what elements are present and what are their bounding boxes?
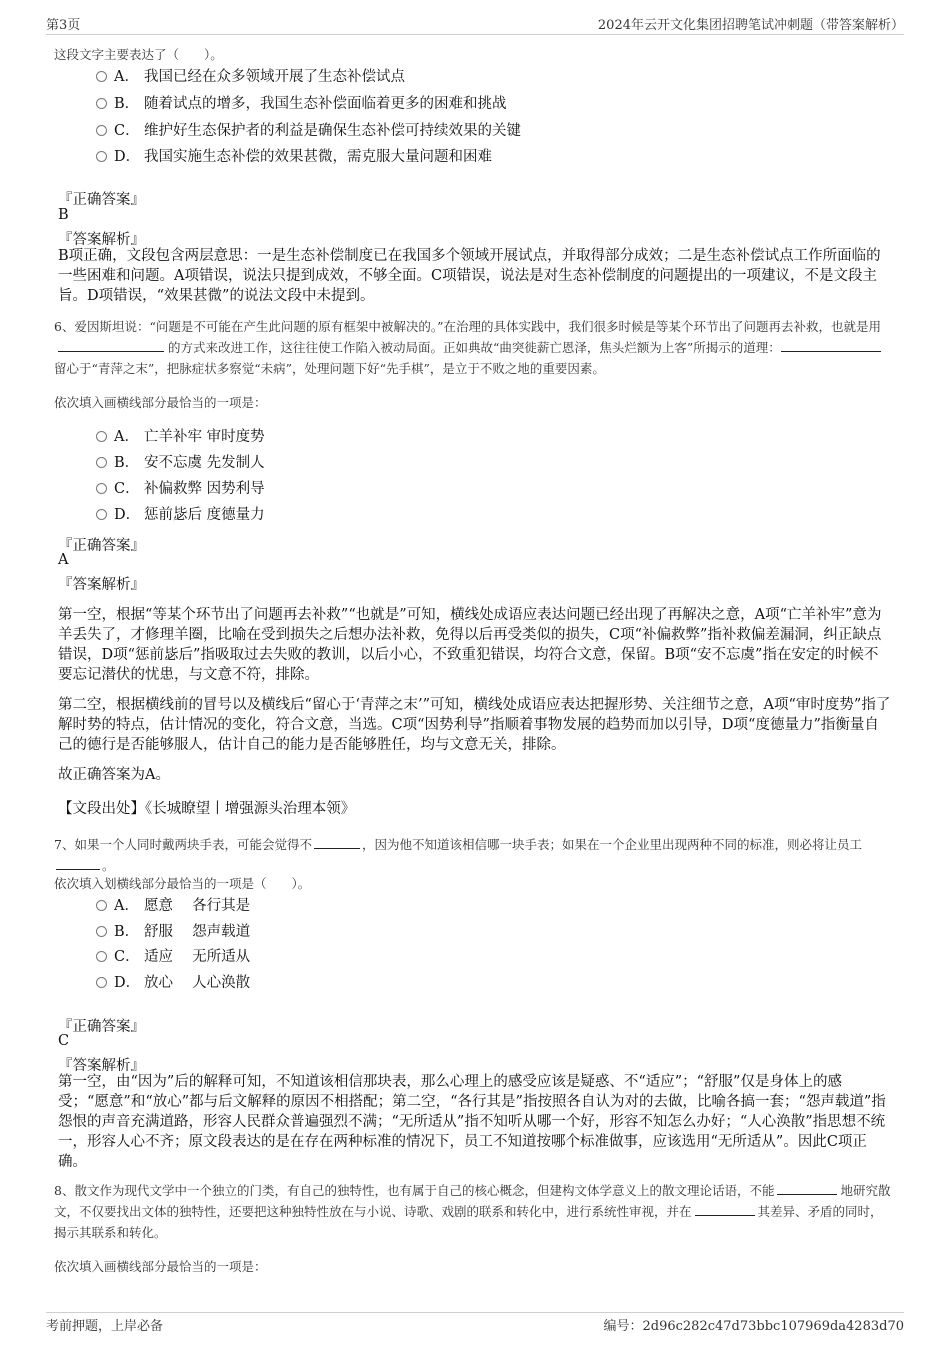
q6-source: 【文段出处】《长城瞭望丨增强源头治理本领》 bbox=[58, 801, 356, 817]
q6-stem: 6、爱因斯坦说：“问题是不可能在产生此问题的原有框架中被解决的。”在治理的具体实践中，我们很多时候是等某个环节出了问题再去补救，也就是用的方式来改进工作，这往往使工作陷入被动局面。正如典故“曲突徙薪亡恩泽，焦头烂额为上客”所揭示的道理：留心于“青萍之末”，把脉症状多察觉“未病”，处理问题下好“先手棋”，是立于不败之地的重要因素。 bbox=[54, 319, 881, 376]
q6-answer-label: 『正确答案』 bbox=[58, 538, 145, 554]
q7-option-c[interactable]: C． 适应 无所适从 bbox=[96, 946, 250, 968]
q5-stem: 这段文字主要表达了（ ）。 bbox=[54, 47, 223, 62]
q7-answer: C bbox=[58, 1033, 70, 1049]
q7-analysis: 第一空，由“因为”后的解释可知，不知道该相信那块表，那么心理上的感受应该是疑惑、不“适应”；“舒服”仅是身体上的感受；“愿意”和“放心”都与后文解释的原因不相搭配；第二空，“各行其是”指按照各自认为对的去做，比喻各搞一套；“怨声载道”指怨恨的声音充满道路，形容人民群众普遍强烈不满；“无所适从”指不知听从哪一个好，形容不知怎么办好；“人心涣散”指思想不统一，形容人心不齐；原文段表达的是在存在两种标准的情况下，员工不知道按哪个标准做事，应该选用“无所适从”。因此C项正确。 bbox=[58, 1074, 886, 1170]
q8-prompt: 依次填入画横线部分最恰当的一项是： bbox=[54, 1259, 267, 1274]
radio-icon[interactable] bbox=[96, 71, 107, 82]
fill-blank bbox=[58, 339, 164, 352]
document-title: 2024年云开文化集团招聘笔试冲刺题（带答案解析） bbox=[597, 18, 904, 33]
radio-icon[interactable] bbox=[96, 900, 107, 911]
radio-icon[interactable] bbox=[96, 951, 107, 962]
q6-answer: A bbox=[58, 552, 69, 568]
radio-icon[interactable] bbox=[96, 926, 107, 937]
fill-blank bbox=[314, 836, 360, 849]
q6-analysis-paragraph-2: 第二空，根据横线前的冒号以及横线后“留心于‘青萍之末’”可知，横线处成语应表达把握形势、关注细节之意，A项“审时度势”指了解时势的特点，估计情况的变化，符合文意，当选。C项“因势利导”指顺着事物发展的趋势而加以引导，D项“度德量力”指衡量自己的德行是否能够服人，估计自己的能力是否能够胜任，均与文意无关，排除。 bbox=[58, 697, 891, 753]
q6-option-c[interactable]: C． 补偏救弊 因势利导 bbox=[96, 478, 265, 500]
fill-blank bbox=[777, 1182, 837, 1195]
document-code: 编号：2d96c282c47d73bbc107969da4283d70 bbox=[603, 1319, 904, 1334]
q6-option-b[interactable]: B． 安不忘虞 先发制人 bbox=[96, 452, 265, 474]
q5-answer-label: 『正确答案』 bbox=[58, 192, 145, 208]
q7-option-b[interactable]: B． 舒服 怨声载道 bbox=[96, 921, 250, 943]
q7-answer-label: 『正确答案』 bbox=[58, 1019, 145, 1035]
q5-analysis-label: 『答案解析』 bbox=[58, 232, 145, 248]
radio-icon[interactable] bbox=[96, 98, 107, 109]
page-footer bbox=[46, 1312, 904, 1334]
q5-answer: B bbox=[58, 207, 69, 223]
radio-icon[interactable] bbox=[96, 457, 107, 468]
fill-blank bbox=[695, 1203, 755, 1216]
q6-prompt: 依次填入画横线部分最恰当的一项是： bbox=[54, 395, 267, 410]
q5-option-a[interactable]: A． 我国已经在众多领域开展了生态补偿试点 bbox=[96, 66, 405, 88]
radio-icon[interactable] bbox=[96, 151, 107, 162]
radio-icon[interactable] bbox=[96, 977, 107, 988]
page-header bbox=[46, 12, 904, 35]
q6-option-a[interactable]: A． 亡羊补牢 审时度势 bbox=[96, 426, 265, 448]
footer-slogan: 考前押题，上岸必备 bbox=[46, 1319, 164, 1334]
radio-icon[interactable] bbox=[96, 125, 107, 136]
q6-analysis-conclusion: 故正确答案为A。 bbox=[58, 767, 170, 783]
page-number: 第3页 bbox=[46, 18, 81, 33]
q6-analysis-label: 『答案解析』 bbox=[58, 577, 145, 593]
fill-blank bbox=[781, 339, 881, 352]
radio-icon[interactable] bbox=[96, 509, 107, 520]
q5-analysis: B项正确，文段包含两层意思：一是生态补偿制度已在我国多个领域开展试点，并取得部分成效；二是生态补偿试点工作所面临的一些困难和问题。A项错误，说法只提到成效，不够全面。C项错误，说法是对生态补偿制度的问题提出的一项建议，不是文段主旨。D项错误，“效果甚微”的说法文段中未提到。 bbox=[58, 248, 881, 304]
q6-analysis-paragraph-1: 第一空，根据“等某个环节出了问题再去补救”“也就是”可知，横线处成语应表达问题已经出现了再解决之意，A项“亡羊补牢”意为羊丢失了，才修理羊圈，比喻在受到损失之后想办法补救，免得以后再受类似的损失，C项“补偏救弊”指补救偏差漏洞，纠正缺点错误，D项“惩前毖后”指吸取过去失败的教训，以后小心，不致重犯错误，均符合文意，保留。B项“安不忘虞”指在安定的时候不要忘记潜伏的忧患，与文意不符，排除。 bbox=[58, 607, 882, 683]
q8-stem: 8、散文作为现代文学中一个独立的门类，有自己的独特性，也有属于自己的核心概念，但建构文体学意义上的散文理论话语，不能 地研究散文，不仅要找出文体的独特性，还要把这种独特性放在与小说、诗歌、戏剧的联系和转化中，进行系统性审视，并在 其差异、矛盾的同时，揭示其联系和转化。 bbox=[54, 1183, 891, 1240]
q7-prompt: 依次填入划横线部分最恰当的一项是（ ）。 bbox=[54, 876, 311, 891]
q5-option-b[interactable]: B． 随着试点的增多，我国生态补偿面临着更多的困难和挑战 bbox=[96, 93, 507, 115]
q6-option-d[interactable]: D． 惩前毖后 度德量力 bbox=[96, 504, 265, 526]
radio-icon[interactable] bbox=[96, 483, 107, 494]
q5-option-d[interactable]: D． 我国实施生态补偿的效果甚微，需克服大量问题和困难 bbox=[96, 146, 492, 168]
q5-option-c[interactable]: C． 维护好生态保护者的利益是确保生态补偿可持续效果的关键 bbox=[96, 120, 521, 142]
fill-blank bbox=[56, 857, 100, 870]
radio-icon[interactable] bbox=[96, 431, 107, 442]
q7-option-a[interactable]: A． 愿意 各行其是 bbox=[96, 895, 250, 917]
q7-stem: 7、如果一个人同时戴两块手表，可能会觉得不 ，因为他不知道该相信哪一块手表；如果在一个企业里出现两种不同的标准，则必将让员工。 bbox=[54, 837, 862, 873]
q7-option-d[interactable]: D． 放心 人心涣散 bbox=[96, 972, 250, 994]
q7-analysis-label: 『答案解析』 bbox=[58, 1058, 145, 1074]
